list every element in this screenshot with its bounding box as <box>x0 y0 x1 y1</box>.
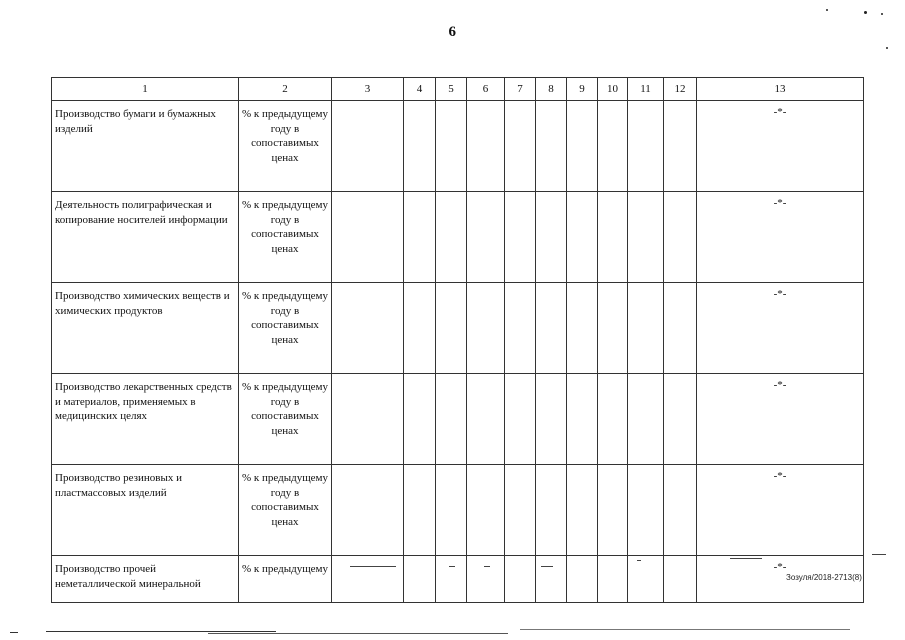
note-cell: -*- <box>697 283 864 374</box>
value-cell <box>598 374 628 465</box>
value-cell <box>567 465 598 556</box>
value-cell <box>505 556 536 603</box>
value-cell <box>536 283 567 374</box>
value-cell <box>467 374 505 465</box>
value-cell <box>467 283 505 374</box>
table-row <box>52 283 864 374</box>
note-cell: -*- <box>697 465 864 556</box>
value-cell <box>664 465 697 556</box>
value-cell <box>536 101 567 192</box>
value-cell <box>332 101 404 192</box>
value-cell <box>404 465 436 556</box>
value-cell <box>467 556 505 603</box>
value-cell <box>436 465 467 556</box>
value-cell <box>404 101 436 192</box>
column-header: 2 <box>239 78 332 101</box>
table-row <box>52 192 864 283</box>
table-row <box>52 374 864 465</box>
value-cell <box>404 374 436 465</box>
column-header: 6 <box>467 78 505 101</box>
value-cell <box>628 374 664 465</box>
table-row <box>52 465 864 556</box>
value-cell <box>536 192 567 283</box>
unit-of-measure: % к предыдущему году в сопоставимых ценах <box>239 283 332 374</box>
value-cell <box>536 374 567 465</box>
value-cell <box>664 374 697 465</box>
value-cell <box>567 374 598 465</box>
scan-dash <box>637 560 641 561</box>
note-cell: -*- <box>697 556 864 603</box>
indicator-name: Деятельность полиграфическая и копирование носителей информации <box>52 192 239 283</box>
column-header: 1 <box>52 78 239 101</box>
value-cell <box>598 101 628 192</box>
value-cell <box>436 283 467 374</box>
value-cell <box>664 101 697 192</box>
data-table <box>51 77 864 603</box>
header-row <box>52 78 864 101</box>
value-cell <box>567 192 598 283</box>
value-cell <box>505 465 536 556</box>
value-cell <box>467 192 505 283</box>
value-cell <box>436 101 467 192</box>
value-cell <box>467 465 505 556</box>
scan-speck <box>864 11 867 14</box>
unit-of-measure: % к предыдущему году в сопоставимых ценах <box>239 101 332 192</box>
value-cell <box>436 192 467 283</box>
value-cell <box>332 556 404 603</box>
value-cell <box>404 283 436 374</box>
value-cell <box>332 374 404 465</box>
scan-speck <box>826 9 828 11</box>
value-cell <box>436 374 467 465</box>
indicator-name: Производство химических веществ и химических продуктов <box>52 283 239 374</box>
page-number: 6 <box>448 24 457 40</box>
scan-line <box>46 631 276 632</box>
column-header: 5 <box>436 78 467 101</box>
column-header: 9 <box>567 78 598 101</box>
note-cell: -*- <box>697 374 864 465</box>
value-cell <box>567 101 598 192</box>
value-cell <box>598 556 628 603</box>
value-cell <box>628 465 664 556</box>
value-cell <box>332 465 404 556</box>
unit-of-measure: % к предыдущему <box>239 556 332 603</box>
value-cell <box>598 192 628 283</box>
value-cell <box>332 283 404 374</box>
unit-of-measure: % к предыдущему году в сопоставимых ценах <box>239 465 332 556</box>
column-header: 12 <box>664 78 697 101</box>
value-cell <box>628 556 664 603</box>
value-cell <box>404 556 436 603</box>
column-header: 7 <box>505 78 536 101</box>
scan-line <box>520 629 850 630</box>
value-cell <box>505 192 536 283</box>
scan-line <box>10 632 18 633</box>
value-cell <box>505 283 536 374</box>
value-cell <box>536 556 567 603</box>
scan-dash <box>484 566 490 567</box>
value-cell <box>628 101 664 192</box>
document-code: Зозуля/2018-2713(8) <box>786 573 862 582</box>
indicator-name: Производство прочей неметаллической минеральной <box>52 556 239 603</box>
value-cell <box>628 283 664 374</box>
column-header: 3 <box>332 78 404 101</box>
note-cell: -*- <box>697 101 864 192</box>
column-header: 8 <box>536 78 567 101</box>
column-header: 13 <box>697 78 864 101</box>
unit-of-measure: % к предыдущему году в сопоставимых ценах <box>239 192 332 283</box>
scan-speck <box>881 13 883 15</box>
value-cell <box>436 556 467 603</box>
column-header: 10 <box>598 78 628 101</box>
note-cell: -*- <box>697 192 864 283</box>
scan-dash <box>730 558 762 559</box>
value-cell <box>598 283 628 374</box>
indicator-name: Производство бумаги и бумажных изделий <box>52 101 239 192</box>
value-cell <box>598 465 628 556</box>
scan-line <box>208 633 508 634</box>
indicator-name: Производство лекарственных средств и материалов, применяемых в медицинских целях <box>52 374 239 465</box>
value-cell <box>664 556 697 603</box>
value-cell <box>404 192 436 283</box>
value-cell <box>664 283 697 374</box>
scan-dash <box>541 566 553 567</box>
value-cell <box>567 283 598 374</box>
value-cell <box>628 192 664 283</box>
unit-of-measure: % к предыдущему году в сопоставимых ценах <box>239 374 332 465</box>
value-cell <box>505 101 536 192</box>
value-cell <box>536 465 567 556</box>
scan-dash <box>872 554 886 555</box>
value-cell <box>505 374 536 465</box>
scan-speck <box>886 47 888 49</box>
value-cell <box>332 192 404 283</box>
table-row <box>52 556 864 603</box>
value-cell <box>467 101 505 192</box>
table-row <box>52 101 864 192</box>
value-cell <box>567 556 598 603</box>
scan-dash <box>449 566 455 567</box>
scan-dash <box>350 566 396 567</box>
indicator-name: Производство резиновых и пластмассовых изделий <box>52 465 239 556</box>
value-cell <box>664 192 697 283</box>
column-header: 11 <box>628 78 664 101</box>
column-header: 4 <box>404 78 436 101</box>
